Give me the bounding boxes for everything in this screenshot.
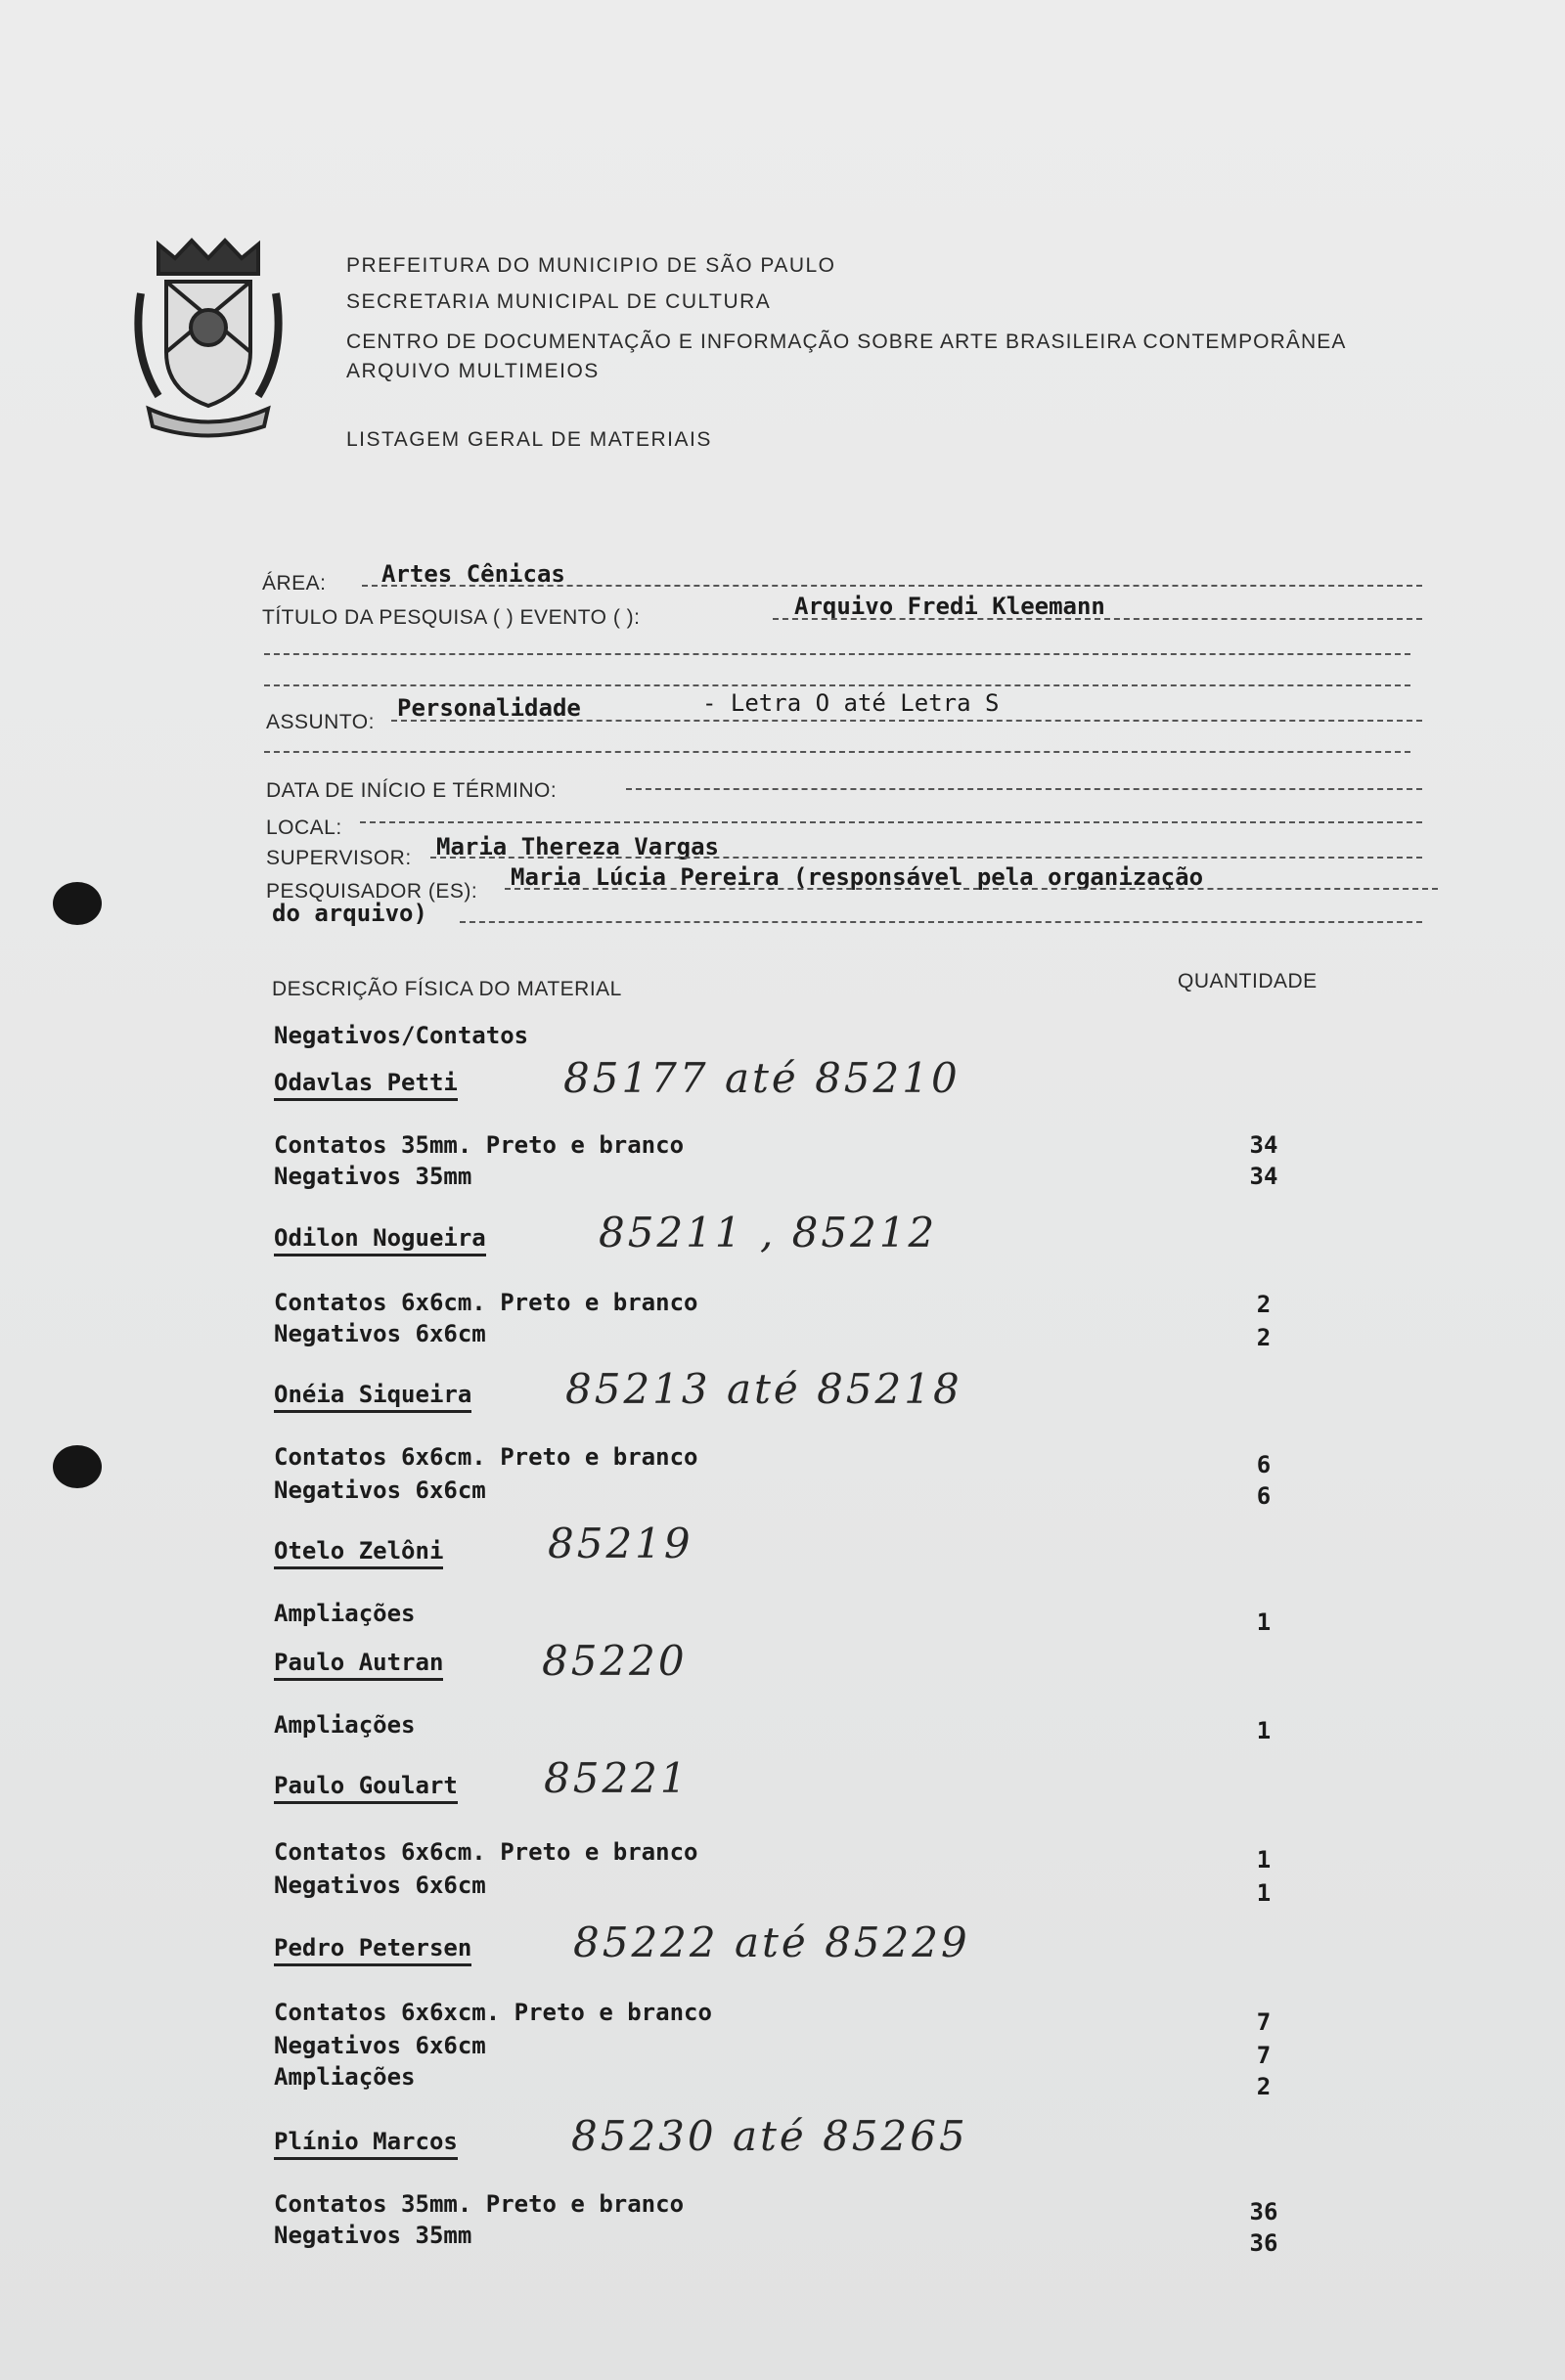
entry-handwritten-number: 85222 até 85229 (573, 1918, 970, 1966)
item-quantity: 6 (1256, 1482, 1272, 1510)
entry-name: Paulo Goulart (274, 1772, 458, 1804)
item-description: Ampliações (274, 1711, 416, 1739)
item-quantity: 7 (1256, 2042, 1272, 2069)
item-description: Negativos 6x6cm (274, 2032, 486, 2059)
item-description: Ampliações (274, 2063, 416, 2091)
item-quantity: 36 (1249, 2229, 1278, 2257)
item-quantity: 34 (1249, 1131, 1278, 1159)
header-listagem: LISTAGEM GERAL DE MATERIAIS (346, 428, 712, 451)
entry-handwritten-number: 85213 até 85218 (565, 1365, 962, 1413)
pesquisador-value-2: do arquivo) (272, 900, 427, 927)
item-description: Negativos 35mm (274, 1163, 472, 1190)
item-quantity: 6 (1256, 1451, 1272, 1478)
item-quantity: 2 (1256, 1291, 1272, 1318)
area-line (362, 585, 1422, 587)
entry-handwritten-number: 85219 (548, 1520, 693, 1567)
item-description: Contatos 6x6cm. Preto e branco (274, 1838, 698, 1866)
assunto-value: Personalidade (397, 694, 581, 722)
entry-name: Otelo Zelôni (274, 1537, 443, 1569)
item-description: Negativos 6x6cm (274, 1476, 486, 1504)
titulo-value: Arquivo Fredi Kleemann (794, 593, 1105, 620)
assunto-line-2 (264, 751, 1410, 753)
area-value: Artes Cênicas (381, 560, 565, 588)
supervisor-value: Maria Thereza Vargas (436, 833, 719, 860)
local-label: LOCAL: (266, 816, 342, 839)
entry-handwritten-number: 85211 , 85212 (599, 1209, 938, 1256)
header-arquivo: ARQUIVO MULTIMEIOS (346, 360, 600, 382)
entry-name: Odilon Nogueira (274, 1224, 486, 1256)
item-quantity: 2 (1256, 1324, 1272, 1351)
item-quantity: 36 (1249, 2198, 1278, 2226)
titulo-line (773, 618, 1422, 620)
item-quantity: 2 (1256, 2073, 1272, 2100)
header-prefeitura: PREFEITURA DO MUNICIPIO DE SÃO PAULO (346, 254, 836, 277)
item-quantity: 1 (1256, 1846, 1272, 1873)
description-header: DESCRIÇÃO FÍSICA DO MATERIAL (272, 978, 622, 1000)
item-quantity: 1 (1256, 1717, 1272, 1744)
entry-handwritten-number: 85221 (544, 1754, 690, 1802)
local-line (360, 821, 1422, 823)
supervisor-line (430, 857, 1422, 859)
entry-handwritten-number: 85230 até 85265 (571, 2112, 968, 2160)
data-line (626, 788, 1422, 790)
item-quantity: 1 (1256, 1609, 1272, 1636)
entry-handwritten-number: 85220 (542, 1637, 688, 1685)
pesquisador-label: PESQUISADOR (ES): (266, 880, 478, 903)
item-quantity: 7 (1256, 2008, 1272, 2036)
punch-hole-bottom (53, 1445, 102, 1488)
area-label: ÁREA: (262, 572, 327, 595)
assunto-line (391, 720, 1422, 722)
item-description: Ampliações (274, 1600, 416, 1627)
item-description: Negativos 6x6cm (274, 1872, 486, 1899)
entry-name: Odavlas Petti (274, 1069, 458, 1101)
quantity-header: QUANTIDADE (1178, 970, 1318, 992)
punch-hole-top (53, 882, 102, 925)
entry-name: Onéia Siqueira (274, 1381, 471, 1413)
item-description: Negativos 6x6cm (274, 1320, 486, 1347)
entry-handwritten-number: 85177 até 85210 (563, 1054, 961, 1102)
entry-name: Plínio Marcos (274, 2128, 458, 2160)
assunto-label: ASSUNTO: (266, 711, 375, 733)
item-description: Contatos 35mm. Preto e branco (274, 1131, 685, 1159)
item-quantity: 1 (1256, 1879, 1272, 1907)
entry-name: Pedro Petersen (274, 1934, 471, 1966)
pesquisador-line (505, 888, 1438, 890)
supervisor-label: SUPERVISOR: (266, 847, 412, 869)
item-description: Contatos 6x6xcm. Preto e branco (274, 1999, 712, 2026)
item-quantity: 34 (1249, 1163, 1278, 1190)
titulo-line-3 (264, 684, 1410, 686)
header-centro: CENTRO DE DOCUMENTAÇÃO E INFORMAÇÃO SOBRE ARTE BRASILEIRA CONTEMPORÂNEA (346, 331, 1347, 353)
assunto-extra: - Letra O até Letra S (702, 689, 1000, 717)
item-description: Contatos 6x6cm. Preto e branco (274, 1443, 698, 1471)
pesquisador-line-2 (460, 921, 1422, 923)
data-label: DATA DE INÍCIO E TÉRMINO: (266, 779, 558, 802)
item-description: Negativos 35mm (274, 2222, 472, 2249)
item-description: Contatos 35mm. Preto e branco (274, 2190, 685, 2218)
item-description: Contatos 6x6cm. Preto e branco (274, 1289, 698, 1316)
entry-name: Paulo Autran (274, 1649, 443, 1681)
header-secretaria: SECRETARIA MUNICIPAL DE CULTURA (346, 290, 772, 313)
pesquisador-value: Maria Lúcia Pereira (responsável pela organização (511, 863, 1204, 891)
category-title: Negativos/Contatos (274, 1022, 529, 1049)
coat-of-arms-icon (129, 235, 288, 440)
titulo-line-2 (264, 653, 1410, 655)
titulo-label: TÍTULO DA PESQUISA ( ) EVENTO ( ): (262, 606, 641, 629)
